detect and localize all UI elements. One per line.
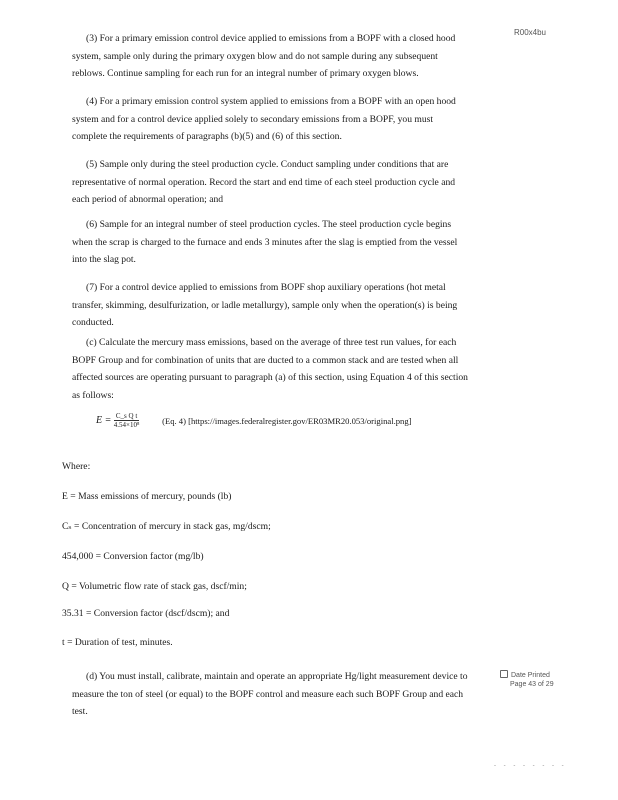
equation-denominator: 4.54×10⁸ xyxy=(113,421,140,430)
page-footer: - - - - - - - - xyxy=(494,763,567,769)
equation-image-reference: (Eq. 4) [https://images.federalregister.gov/ER03MR20.053/original.png] xyxy=(162,415,412,426)
definition-cs: Cₛ = Concentration of mercury in stack gas, mg/dscm; xyxy=(62,521,271,532)
paragraph-d: (d) You must install, calibrate, maintain and operate an appropriate Hg/light measurement device to measure the ton of steel (or equal) to the BOPF control and measure each such BOPF Group and each test. xyxy=(72,671,468,717)
equation-4 xyxy=(96,412,466,430)
paragraph-c: (c) Calculate the mercury mass emissions, based on the average of three test run values, for each BOPF Group and for combination of units that are ducted to a common stack and are tested when all affected sources are operating pursuant to paragraph (a) of this section, using Equation 4 of this section as follows: xyxy=(72,337,468,401)
note-icon xyxy=(500,670,508,678)
paragraph-b7: (7) For a control device applied to emissions from BOPF shop auxiliary operations (hot metal transfer, skimming, desulfurization, or ladle metallurgy), sample only when the operation(s) is being conducted. xyxy=(72,282,458,328)
document-id: R00x4bu xyxy=(513,28,546,37)
paragraph-b5: (5) Sample only during the steel production cycle. Conduct sampling under conditions that are representative of normal operation. Record the start and end time of each steel production cycle and each period of abnormal operation; and xyxy=(72,159,456,205)
definition-conversion-dscf: 35.31 = Conversion factor (dscf/dscm); and xyxy=(62,608,230,619)
paragraph-b6: (6) Sample for an integral number of steel production cycles. The steel production cycle begins when the scrap is charged to the furnace and ends 3 minutes after the slag is emptied from the vessel into the slag pot. xyxy=(72,219,458,265)
paragraph-b4: (4) For a primary emission control system applied to emissions from a BOPF with an open hood system and for a control device applied solely to secondary emissions from a BOPF, you must complete the requirements of paragraphs (b)(5) and (6) of this section. xyxy=(72,96,456,142)
margin-note-date: Date Printed xyxy=(511,672,550,679)
equation-lhs: E = xyxy=(96,415,112,427)
where-label: Where: xyxy=(62,461,91,472)
definition-conversion-mg-lb: 454,000 = Conversion factor (mg/lb) xyxy=(62,551,204,562)
equation-fraction xyxy=(114,412,140,429)
equation-numerator: C_s Q t xyxy=(114,412,140,421)
margin-note xyxy=(500,670,554,689)
definition-t: t = Duration of test, minutes. xyxy=(62,637,173,648)
definition-q: Q = Volumetric flow rate of stack gas, dscf/min; xyxy=(62,581,247,592)
paragraph-b3: (3) For a primary emission control device applied to emissions from a BOPF with a closed hood system, sample only during the primary oxygen blow and do not sample during any subsequent reblows. Continue sampling for each run for an integral number of primary oxygen blows. xyxy=(72,33,456,79)
definition-e: E = Mass emissions of mercury, pounds (lb) xyxy=(62,491,232,502)
margin-note-page: Page 43 of 29 xyxy=(510,681,554,688)
